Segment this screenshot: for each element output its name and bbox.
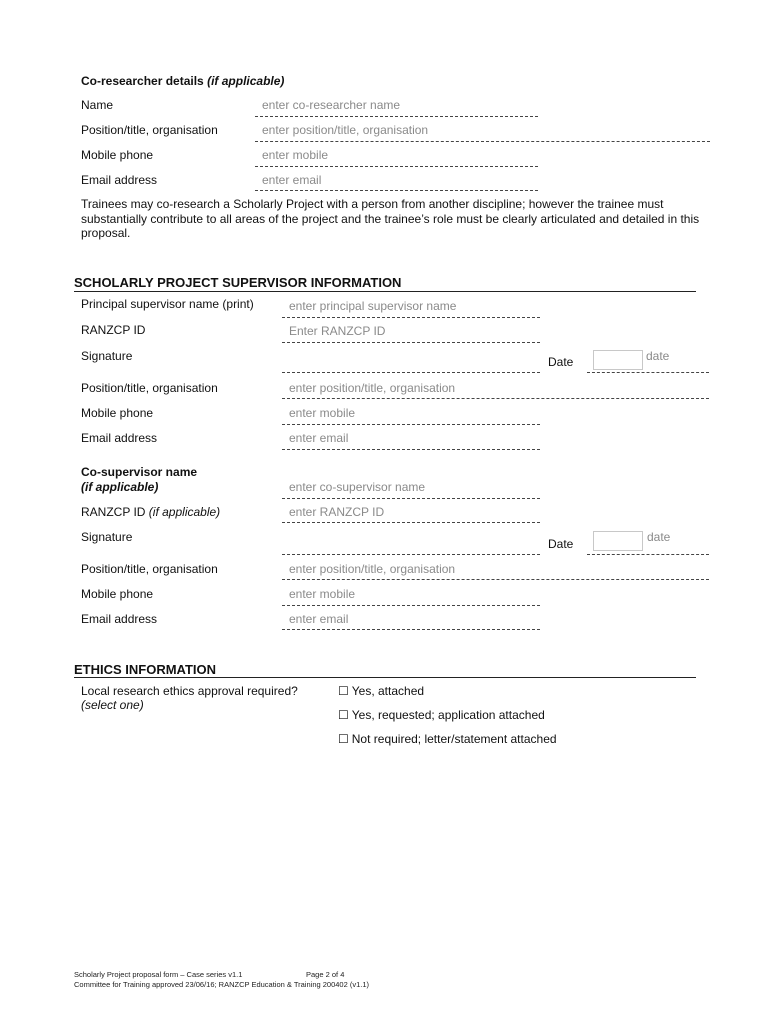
supervisor-position-label: Position/title, organisation	[81, 381, 218, 395]
cosupervisor-position-field[interactable]: enter position/title, organisation	[289, 562, 456, 576]
cosupervisor-signature-line[interactable]	[282, 554, 540, 555]
ethics-heading-rule	[74, 677, 696, 678]
supervisor-mobile-line	[282, 424, 540, 425]
cosupervisor-ranzcp-line	[282, 522, 540, 523]
ethics-option-label: Yes, attached	[351, 684, 425, 698]
coresearcher-mobile-line	[255, 166, 538, 167]
cosupervisor-mobile-field[interactable]: enter mobile	[289, 587, 356, 601]
cosupervisor-date-line	[587, 554, 709, 555]
cosupervisor-name-line	[282, 498, 540, 499]
ethics-question-note: (select one)	[81, 698, 144, 712]
ethics-option-yes-attached[interactable]	[338, 684, 424, 698]
principal-supervisor-label: Principal supervisor name (print)	[81, 297, 254, 311]
cosupervisor-ranzcp-note: (if applicable)	[148, 505, 221, 519]
coresearcher-mobile-label: Mobile phone	[81, 148, 154, 162]
supervisor-mobile-label: Mobile phone	[81, 406, 154, 420]
cosupervisor-name-note: (if applicable)	[81, 480, 159, 494]
coresearcher-mobile-field[interactable]: enter mobile	[262, 148, 329, 162]
cosupervisor-position-line	[282, 579, 709, 580]
footer-page-number: Page 2 of 4	[306, 970, 345, 979]
cosupervisor-date-label: Date	[548, 537, 574, 551]
checkbox-icon[interactable]: ☐	[338, 708, 349, 722]
footer-approval: Committee for Training approved 23/06/16; RANZCP Education & Training 200402 (v1.1)	[74, 980, 370, 989]
cosupervisor-ranzcp-label-text: RANZCP ID	[81, 505, 146, 519]
coresearcher-heading-text: Co-researcher details	[81, 74, 204, 88]
cosupervisor-mobile-line	[282, 605, 540, 606]
cosupervisor-ranzcp-field[interactable]: enter RANZCP ID	[289, 505, 385, 519]
principal-supervisor-line	[282, 317, 540, 318]
cosupervisor-email-label: Email address	[81, 612, 158, 626]
supervisor-heading: SCHOLARLY PROJECT SUPERVISOR INFORMATION	[74, 275, 402, 290]
supervisor-signature-label: Signature	[81, 349, 133, 363]
ethics-heading: ETHICS INFORMATION	[74, 662, 217, 677]
cosupervisor-position-label: Position/title, organisation	[81, 562, 218, 576]
cosupervisor-date-placeholder: date	[647, 530, 671, 544]
supervisor-position-line	[282, 398, 709, 399]
cosupervisor-email-field[interactable]: enter email	[289, 612, 349, 626]
ethics-question: Local research ethics approval required?	[81, 684, 298, 698]
cosupervisor-mobile-label: Mobile phone	[81, 587, 154, 601]
supervisor-date-line	[587, 372, 709, 373]
cosupervisor-email-line	[282, 629, 540, 630]
supervisor-ranzcp-field[interactable]: Enter RANZCP ID	[289, 324, 386, 338]
coresearcher-name-label: Name	[81, 98, 114, 112]
coresearcher-note: Trainees may co-research a Scholarly Project with a person from another discipline; however the trainee must substantially contribute to all areas of the project and the trainee’s role must be clearly articulated and detailed in this proposal.	[81, 197, 700, 240]
coresearcher-name-field[interactable]: enter co-researcher name	[262, 98, 401, 112]
ethics-option-yes-requested[interactable]	[338, 708, 545, 722]
checkbox-icon[interactable]: ☐	[338, 684, 349, 698]
coresearcher-email-field[interactable]: enter email	[262, 173, 322, 187]
coresearcher-heading	[81, 74, 284, 88]
principal-supervisor-field[interactable]: enter principal supervisor name	[289, 299, 457, 313]
coresearcher-heading-note: (if applicable)	[207, 74, 285, 88]
supervisor-email-field[interactable]: enter email	[289, 431, 349, 445]
cosupervisor-name-label: Co-supervisor name	[81, 465, 198, 479]
supervisor-ranzcp-line	[282, 342, 540, 343]
supervisor-date-box[interactable]	[593, 350, 643, 370]
coresearcher-name-line	[255, 116, 538, 117]
supervisor-date-placeholder: date	[646, 349, 670, 363]
coresearcher-position-line	[255, 141, 710, 142]
cosupervisor-name-field[interactable]: enter co-supervisor name	[289, 480, 426, 494]
cosupervisor-ranzcp-label	[81, 505, 220, 519]
checkbox-icon[interactable]: ☐	[338, 732, 349, 746]
supervisor-heading-rule	[74, 291, 696, 292]
ethics-option-label: Yes, requested; application attached	[351, 708, 545, 722]
supervisor-position-field[interactable]: enter position/title, organisation	[289, 381, 456, 395]
cosupervisor-signature-label: Signature	[81, 530, 133, 544]
supervisor-mobile-field[interactable]: enter mobile	[289, 406, 356, 420]
coresearcher-email-label: Email address	[81, 173, 158, 187]
coresearcher-position-field[interactable]: enter position/title, organisation	[262, 123, 429, 137]
ethics-option-not-required[interactable]	[338, 732, 557, 746]
supervisor-ranzcp-label: RANZCP ID	[81, 323, 146, 337]
supervisor-signature-line[interactable]	[282, 372, 540, 373]
footer-form-name: Scholarly Project proposal form – Case series v1.1	[74, 970, 243, 979]
supervisor-email-line	[282, 449, 540, 450]
cosupervisor-date-box[interactable]	[593, 531, 643, 551]
ethics-option-label: Not required; letter/statement attached	[351, 732, 557, 746]
coresearcher-email-line	[255, 190, 538, 191]
supervisor-date-label: Date	[548, 355, 574, 369]
coresearcher-position-label: Position/title, organisation	[81, 123, 218, 137]
supervisor-email-label: Email address	[81, 431, 158, 445]
